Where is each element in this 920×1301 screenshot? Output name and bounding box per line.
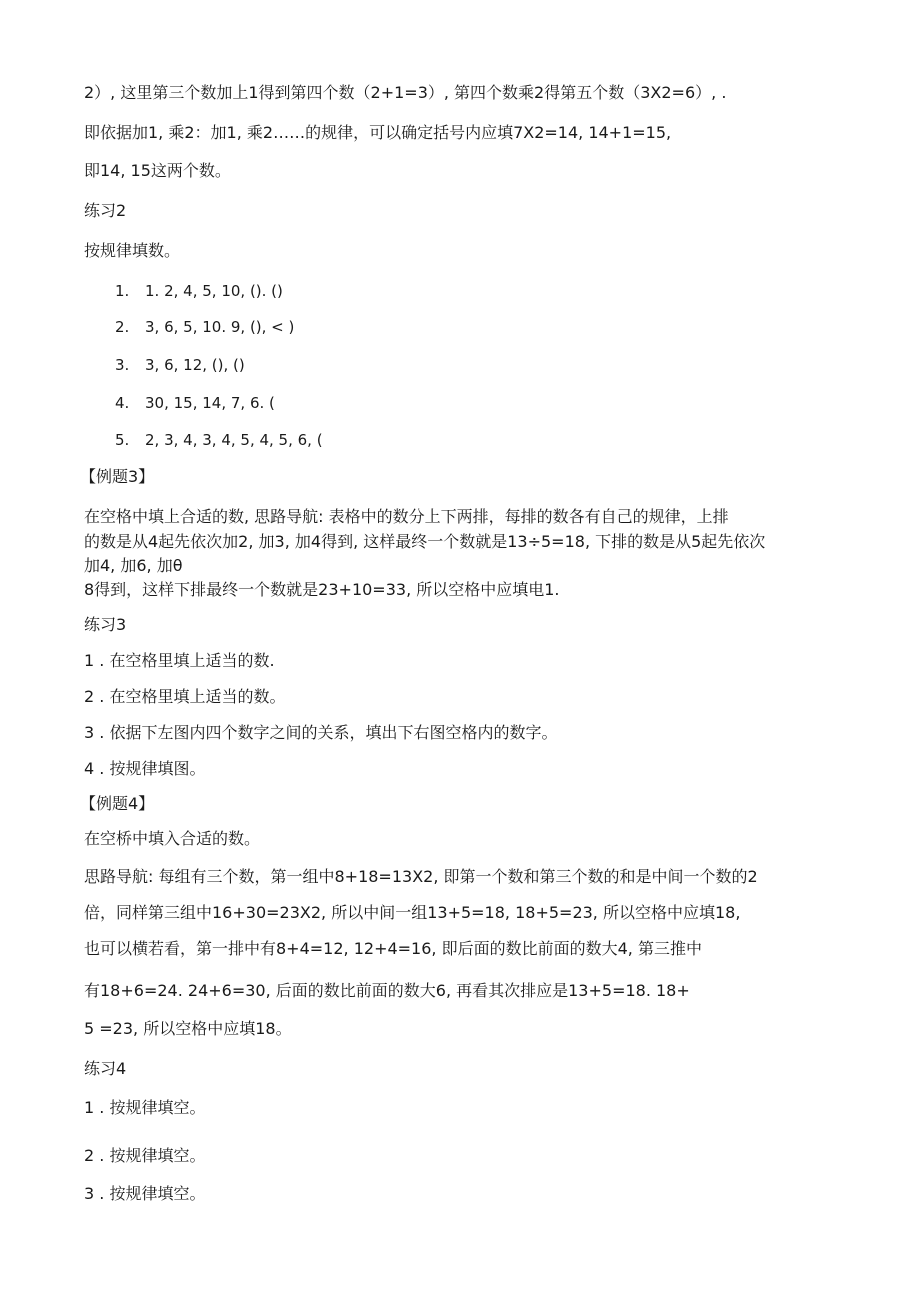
list-item [115,429,323,451]
section-title-exercise4: 练习4 [84,1059,127,1078]
list-item: 3 . 按规律填空。 [84,1184,206,1203]
paragraph-line: 8得到，这样下排最终一个数就是23+10=33, 所以空格中应填电1. [84,580,560,599]
paragraph-line: 5 =23, 所以空格中应填18。 [84,1019,292,1038]
list-item: 1 . 按规律填空。 [84,1098,206,1117]
list-item [115,392,275,414]
list-item-text: 30, 15, 14, 7, 6. ( [145,394,275,412]
section-title-exercise2: 练习2 [84,201,127,220]
list-item: 4 . 按规律填图。 [84,759,206,778]
paragraph-line: 在空格中填上合适的数, 思路导航: 表格中的数分上下两排，每排的数各有自己的规律，上排 [84,507,729,526]
text-line: 即14, 15这两个数。 [84,161,231,180]
list-item [115,280,283,302]
list-item [115,354,245,376]
section-title-example4: 【例题4】 [80,794,155,813]
list-item-text: 2, 3, 4, 3, 4, 5, 4, 5, 6, ( [145,431,323,449]
text-line: 2）, 这里第三个数加上1得到第四个数（2+1=3）, 第四个数乘2得第五个数（3X2=6）, . [84,83,727,102]
text-line: 即依据加1, 乘2：加1, 乘2……的规律，可以确定括号内应填7X2=14, 14+1=15, [84,123,672,142]
paragraph-line: 思路导航: 每组有三个数，第一组中8+18=13X2, 即第一个数和第三个数的和是中间一个数的2 [84,867,758,886]
section-title-example3: 【例题3】 [80,467,155,486]
list-item-text: 3, 6, 12, (), () [145,356,245,374]
paragraph-line: 倍，同样第三组中16+30=23X2, 所以中间一组13+5=18, 18+5=23, 所以空格中应填18, [84,903,741,922]
paragraph-line: 在空桥中填入合适的数。 [84,829,261,848]
list-item: 2 . 在空格里填上适当的数。 [84,687,286,706]
list-item-number: 1. [115,282,130,300]
paragraph-line: 的数是从4起先依次加2, 加3, 加4得到, 这样最终一个数就是13÷5=18, 下排的数是从5起先依次 [84,532,766,551]
list-item-text: 1. 2, 4, 5, 10, (). () [145,282,283,300]
paragraph-line: 加4, 加6, 加θ [84,556,183,575]
list-item-number: 3. [115,356,130,374]
list-item: 1 . 在空格里填上适当的数. [84,651,275,670]
list-item [115,316,294,338]
list-item-text: 3, 6, 5, 10. 9, (), < ) [145,318,295,336]
list-item-number: 5. [115,431,130,449]
paragraph-line: 有18+6=24. 24+6=30, 后面的数比前面的数大6, 再看其次排应是13+5=18. 18+ [84,981,690,1000]
instruction-text: 按规律填数。 [84,241,181,260]
list-item: 2 . 按规律填空。 [84,1146,206,1165]
list-item: 3 . 依据下左图内四个数字之间的关系，填出下右图空格内的数字。 [84,723,558,742]
list-item-number: 4. [115,394,130,412]
paragraph-line: 也可以横若看，第一排中有8+4=12, 12+4=16, 即后面的数比前面的数大4, 第三推中 [84,939,702,958]
list-item-number: 2. [115,318,130,336]
section-title-exercise3: 练习3 [84,615,127,634]
